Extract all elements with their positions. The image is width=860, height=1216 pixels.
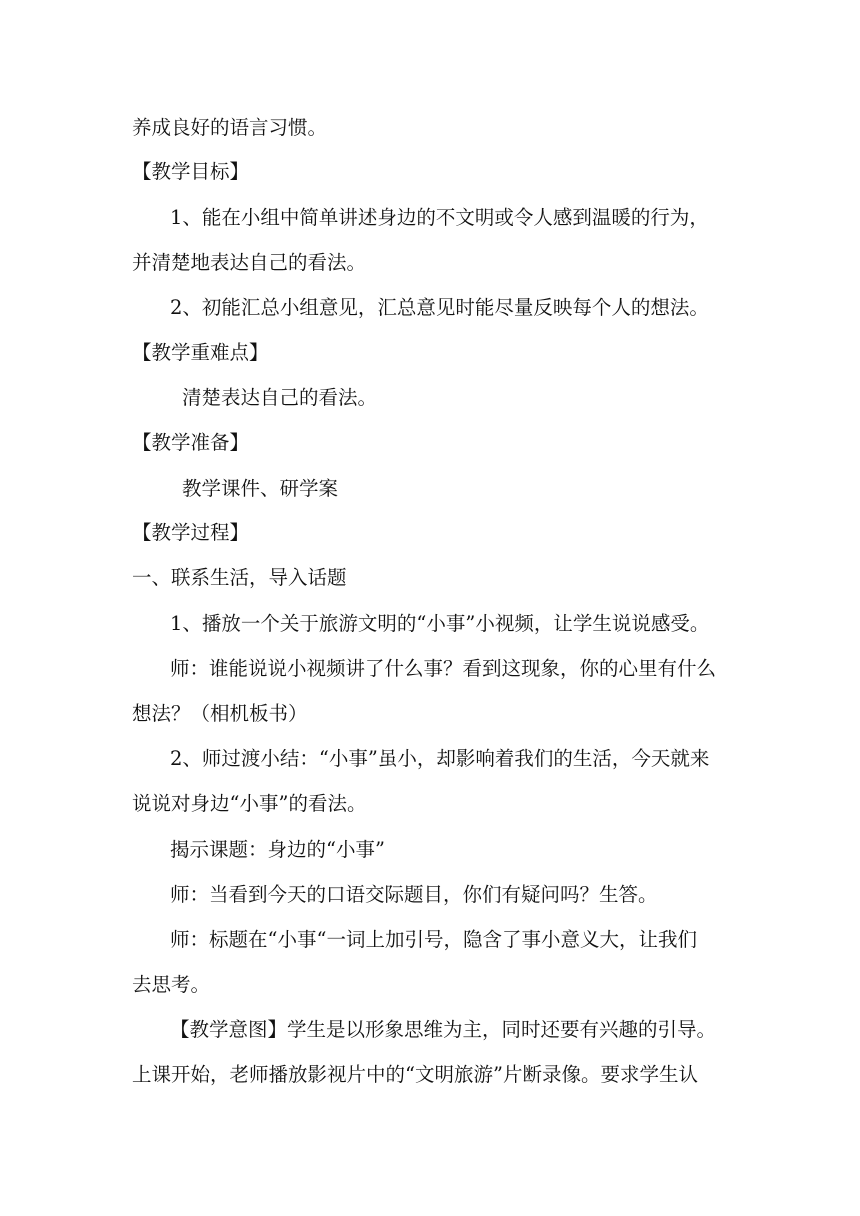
intro-continuation-line: 养成良好的语言习惯。: [132, 116, 328, 139]
process-item-1-line: 1、播放一个关于旅游文明的“小事”小视频，让学生说说感受。: [170, 612, 710, 635]
section-heading-preparation: 【教学准备】: [132, 431, 250, 454]
process-step-1-heading: 一、联系生活，导入话题: [132, 566, 347, 589]
teaching-intent-line-1: 【教学意图】学生是以形象思维为主，同时还要有兴趣的引导。: [170, 1018, 717, 1041]
process-item-2-line-2: 说说对身边“小事”的看法。: [132, 792, 367, 815]
teacher-question-line-1: 师：谁能说说小视频讲了什么事？看到这现象，你的心里有什么: [170, 657, 717, 680]
teaching-intent-line-2: 上课开始，老师播放影视片中的“文明旅游”片断录像。要求学生认: [132, 1063, 698, 1086]
objective-2-line: 2、初能汇总小组意见，汇总意见时能尽量反映每个人的想法。: [170, 296, 709, 319]
section-heading-process: 【教学过程】: [132, 521, 250, 544]
preparation-text: 教学课件、研学案: [182, 477, 339, 500]
key-points-text: 清楚表达自己的看法。: [182, 386, 378, 409]
teacher-prompt-line: 师：当看到今天的口语交际题目，你们有疑问吗？生答。: [170, 883, 658, 906]
process-item-2-line-1: 2、师过渡小结：“小事”虽小，却影响着我们的生活，今天就来: [170, 747, 710, 770]
teacher-title-line-2: 去思考。: [132, 973, 211, 996]
reveal-topic-line: 揭示课题：身边的“小事”: [170, 838, 385, 861]
teacher-question-line-2: 想法？（相机板书）: [132, 702, 308, 725]
objective-1-line-2: 并清楚地表达自己的看法。: [132, 251, 367, 274]
teacher-title-line-1: 师：标题在“小事“一词上加引号，隐含了事小意义大，让我们: [170, 928, 697, 951]
section-heading-objectives: 【教学目标】: [132, 160, 250, 183]
objective-1-line-1: 1、能在小组中简单讲述身边的不文明或令人感到温暖的行为，: [170, 206, 709, 229]
section-heading-key-points: 【教学重难点】: [132, 341, 269, 364]
